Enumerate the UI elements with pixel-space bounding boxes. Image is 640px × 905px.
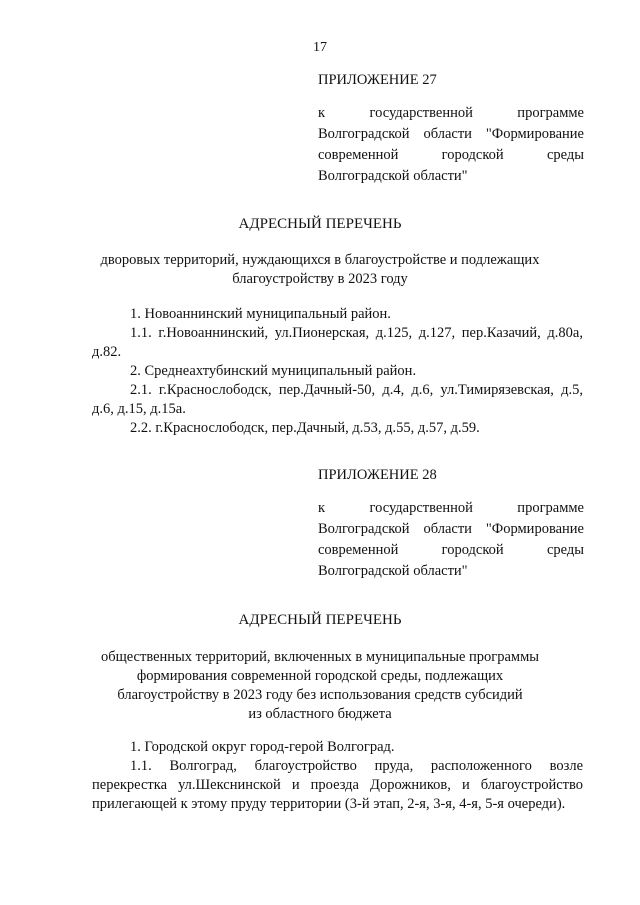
page-number: 17 bbox=[313, 40, 327, 55]
subtitle-line: формирования современной городской среды, подлежащих bbox=[136, 668, 504, 684]
list-item: 2.1. г.Краснослободск, пер.Дачный-50, д.4, д.6, ул.Тимирязевская, д.5, д.6, д.15, д.15а. bbox=[92, 382, 583, 417]
list-item: 2. Среднеахтубинский муниципальный район. bbox=[130, 363, 417, 379]
appendix-27-title: ПРИЛОЖЕНИЕ 27 bbox=[318, 72, 437, 88]
appendix-28-line: современной городской среды bbox=[318, 542, 584, 558]
subtitle-line: общественных территорий, включенных в муниципальные программы bbox=[100, 649, 540, 665]
appendix-28-line: Волгоградской области "Формирование bbox=[318, 521, 584, 537]
appendix-28-line: Волгоградской области" bbox=[318, 563, 468, 579]
appendix-27-line: к государственной программе bbox=[318, 105, 584, 121]
list-1-subtitle bbox=[60, 251, 580, 289]
list-2-heading: АДРЕСНЫЙ ПЕРЕЧЕНЬ bbox=[238, 612, 402, 628]
subtitle-line: благоустройству в 2023 году без использования средств субсидий bbox=[117, 687, 523, 703]
list-item: 1.1. г.Новоаннинский, ул.Пионерская, д.125, д.127, пер.Казачий, д.80а, д.82. bbox=[92, 325, 583, 360]
appendix-27-block bbox=[318, 70, 584, 187]
list-item: 1. Городской округ город-герой Волгоград. bbox=[130, 739, 395, 755]
list-item: 1. Новоаннинский муниципальный район. bbox=[130, 306, 391, 322]
list-2-subtitle bbox=[60, 648, 580, 724]
list-item: 2.2. г.Краснослободск, пер.Дачный, д.53, д.55, д.57, д.59. bbox=[130, 420, 480, 436]
appendix-28-line: к государственной программе bbox=[318, 500, 584, 516]
subtitle-line: дворовых территорий, нуждающихся в благоустройстве и подлежащих bbox=[100, 252, 540, 268]
list-item: 1.1. Волгоград, благоустройство пруда, расположенного возле перекрестка ул.Шекснинской и проезда Дорожников, и благоустройство прилегающей к этому пруду территории (3-й этап, 2-я, 3-я, 4-я, 5-я очереди). bbox=[92, 758, 583, 812]
list-2-items bbox=[92, 738, 583, 814]
appendix-27-line: современной городской среды bbox=[318, 147, 584, 163]
appendix-27-line: Волгоградской области" bbox=[318, 168, 468, 184]
subtitle-line: из областного бюджета bbox=[248, 706, 392, 722]
appendix-28-title: ПРИЛОЖЕНИЕ 28 bbox=[318, 467, 437, 483]
list-1-heading: АДРЕСНЫЙ ПЕРЕЧЕНЬ bbox=[238, 216, 402, 232]
appendix-27-line: Волгоградской области "Формирование bbox=[318, 126, 584, 142]
list-1-items bbox=[92, 305, 583, 438]
subtitle-line: благоустройству в 2023 году bbox=[232, 271, 408, 287]
appendix-28-block bbox=[318, 465, 584, 582]
